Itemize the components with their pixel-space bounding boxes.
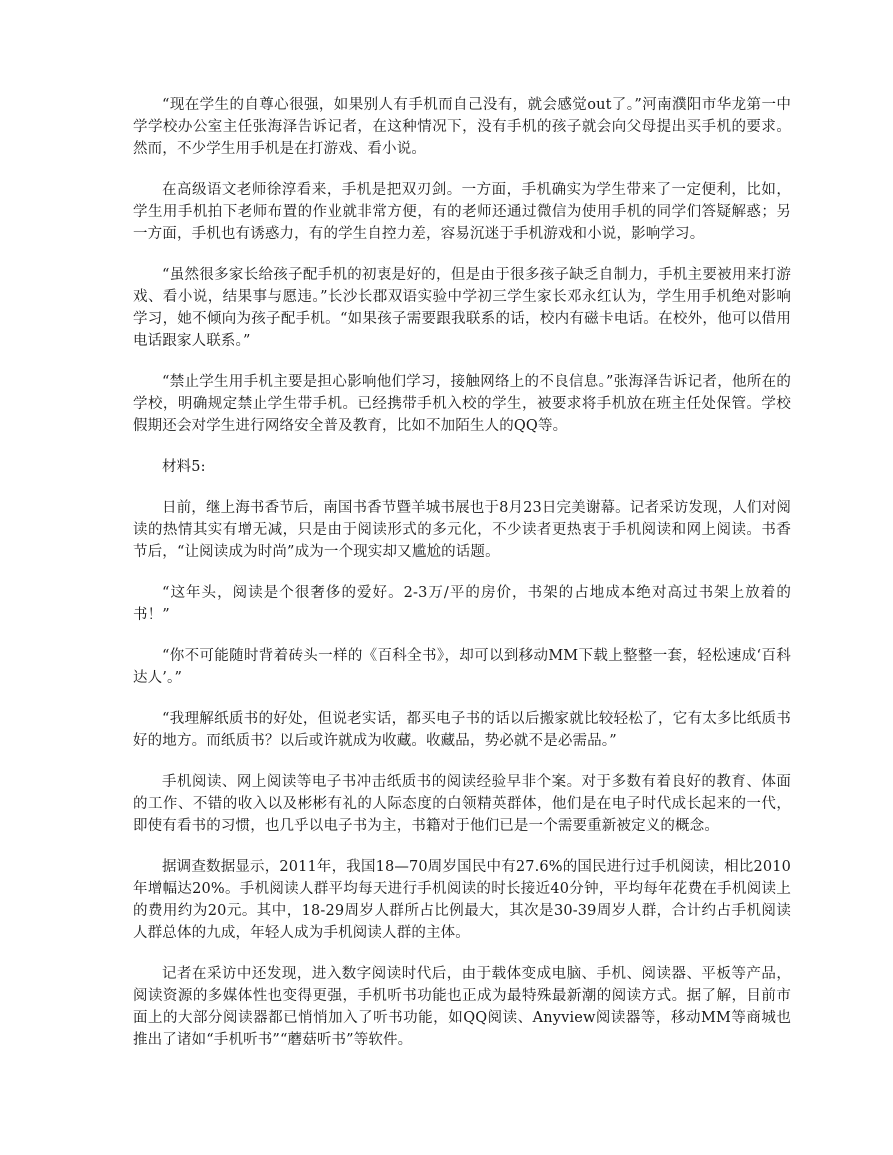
paragraph: 记者在采访中还发现，进入数字阅读时代后，由于载体变成电脑、手机、阅读器、平板等产品，阅读资源的多媒体性也变得更强，手机听书功能也正成为最特殊最新潮的阅读方式。据了解，目前市面上的大部分阅读器都已悄悄加入了听书功能，如QQ阅读、Anyview阅读器等，移动MM等商城也推出了诸如“手机听书”“蘑菇听书”等软件。 <box>133 966 791 1048</box>
paragraph: “这年头，阅读是个很奢侈的爱好。2-3万/平的房价，书架的占地成本绝对高过书架上放着的书！” <box>133 585 791 623</box>
paragraph: “虽然很多家长给孩子配手机的初衷是好的，但是由于很多孩子缺乏自制力，手机主要被用来打游戏、看小说，结果事与愿违。”长沙长郡双语实验中学初三学生家长邓永红认为，学生用手机绝对影响学习，她不倾向为孩子配手机。“如果孩子需要跟我联系的话，校内有磁卡电话。在校外，他可以借用电话跟家人联系。” <box>133 267 791 349</box>
paragraph: “你不可能随时背着砖头一样的《百科全书》，却可以到移动MM下载上整整一套，轻松速成‘百科达人’。” <box>133 648 791 686</box>
paragraph: “现在学生的自尊心很强，如果别人有手机而自己没有，就会感觉out了。”河南濮阳市华龙第一中学学校办公室主任张海泽告诉记者，在这种情况下，没有手机的孩子就会向父母提出买手机的要求。然而，不少学生用手机是在打游戏、看小说。 <box>133 97 791 157</box>
paragraph: “禁止学生用手机主要是担心影响他们学习，接触网络上的不良信息。”张海泽告诉记者，他所在的学校，明确规定禁止学生带手机。已经携带手机入校的学生，被要求将手机放在班主任处保管。学校假期还会对学生进行网络安全普及教育，比如不加陌生人的QQ等。 <box>133 374 791 434</box>
section-label: 材料5: <box>162 459 206 475</box>
paragraph: 手机阅读、网上阅读等电子书冲击纸质书的阅读经验早非个案。对于多数有着良好的教育、体面的工作、不错的收入以及彬彬有礼的人际态度的白领精英群体，他们是在电子时代成长起来的一代，即使有看书的习惯，也几乎以电子书为主，书籍对于他们已是一个需要重新被定义的概念。 <box>133 774 791 834</box>
paragraph: 日前，继上海书香节后，南国书香节暨羊城书展也于8月23日完美谢幕。记者采访发现，人们对阅读的热情其实有增无减，只是由于阅读形式的多元化，不少读者更热衷于手机阅读和网上阅读。书香节后，“让阅读成为时尚”成为一个现实却又尴尬的话题。 <box>133 500 791 560</box>
document-body <box>133 94 791 1070</box>
paragraph: 据调查数据显示，2011年，我国18—70周岁国民中有27.6%的国民进行过手机阅读，相比2010年增幅达20%。手机阅读人群平均每天进行手机阅读的时长接近40分钟，平均每年花费在手机阅读上的费用约为20元。其中，18-29周岁人群所占比例最大，其次是30-39周岁人群，合计约占手机阅读人群总体的九成，年轻人成为手机阅读人群的主体。 <box>133 859 791 941</box>
paragraph: “我理解纸质书的好处，但说老实话，都买电子书的话以后搬家就比较轻松了，它有太多比纸质书好的地方。而纸质书？以后或许就成为收藏。收藏品，势必就不是必需品。” <box>133 711 791 749</box>
paragraph: 在高级语文老师徐淳看来，手机是把双刃剑。一方面，手机确实为学生带来了一定便利，比如，学生用手机拍下老师布置的作业就非常方便，有的老师还通过微信为使用手机的同学们答疑解惑；另一方面，手机也有诱惑力，有的学生自控力差，容易沉迷于手机游戏和小说，影响学习。 <box>133 182 791 242</box>
